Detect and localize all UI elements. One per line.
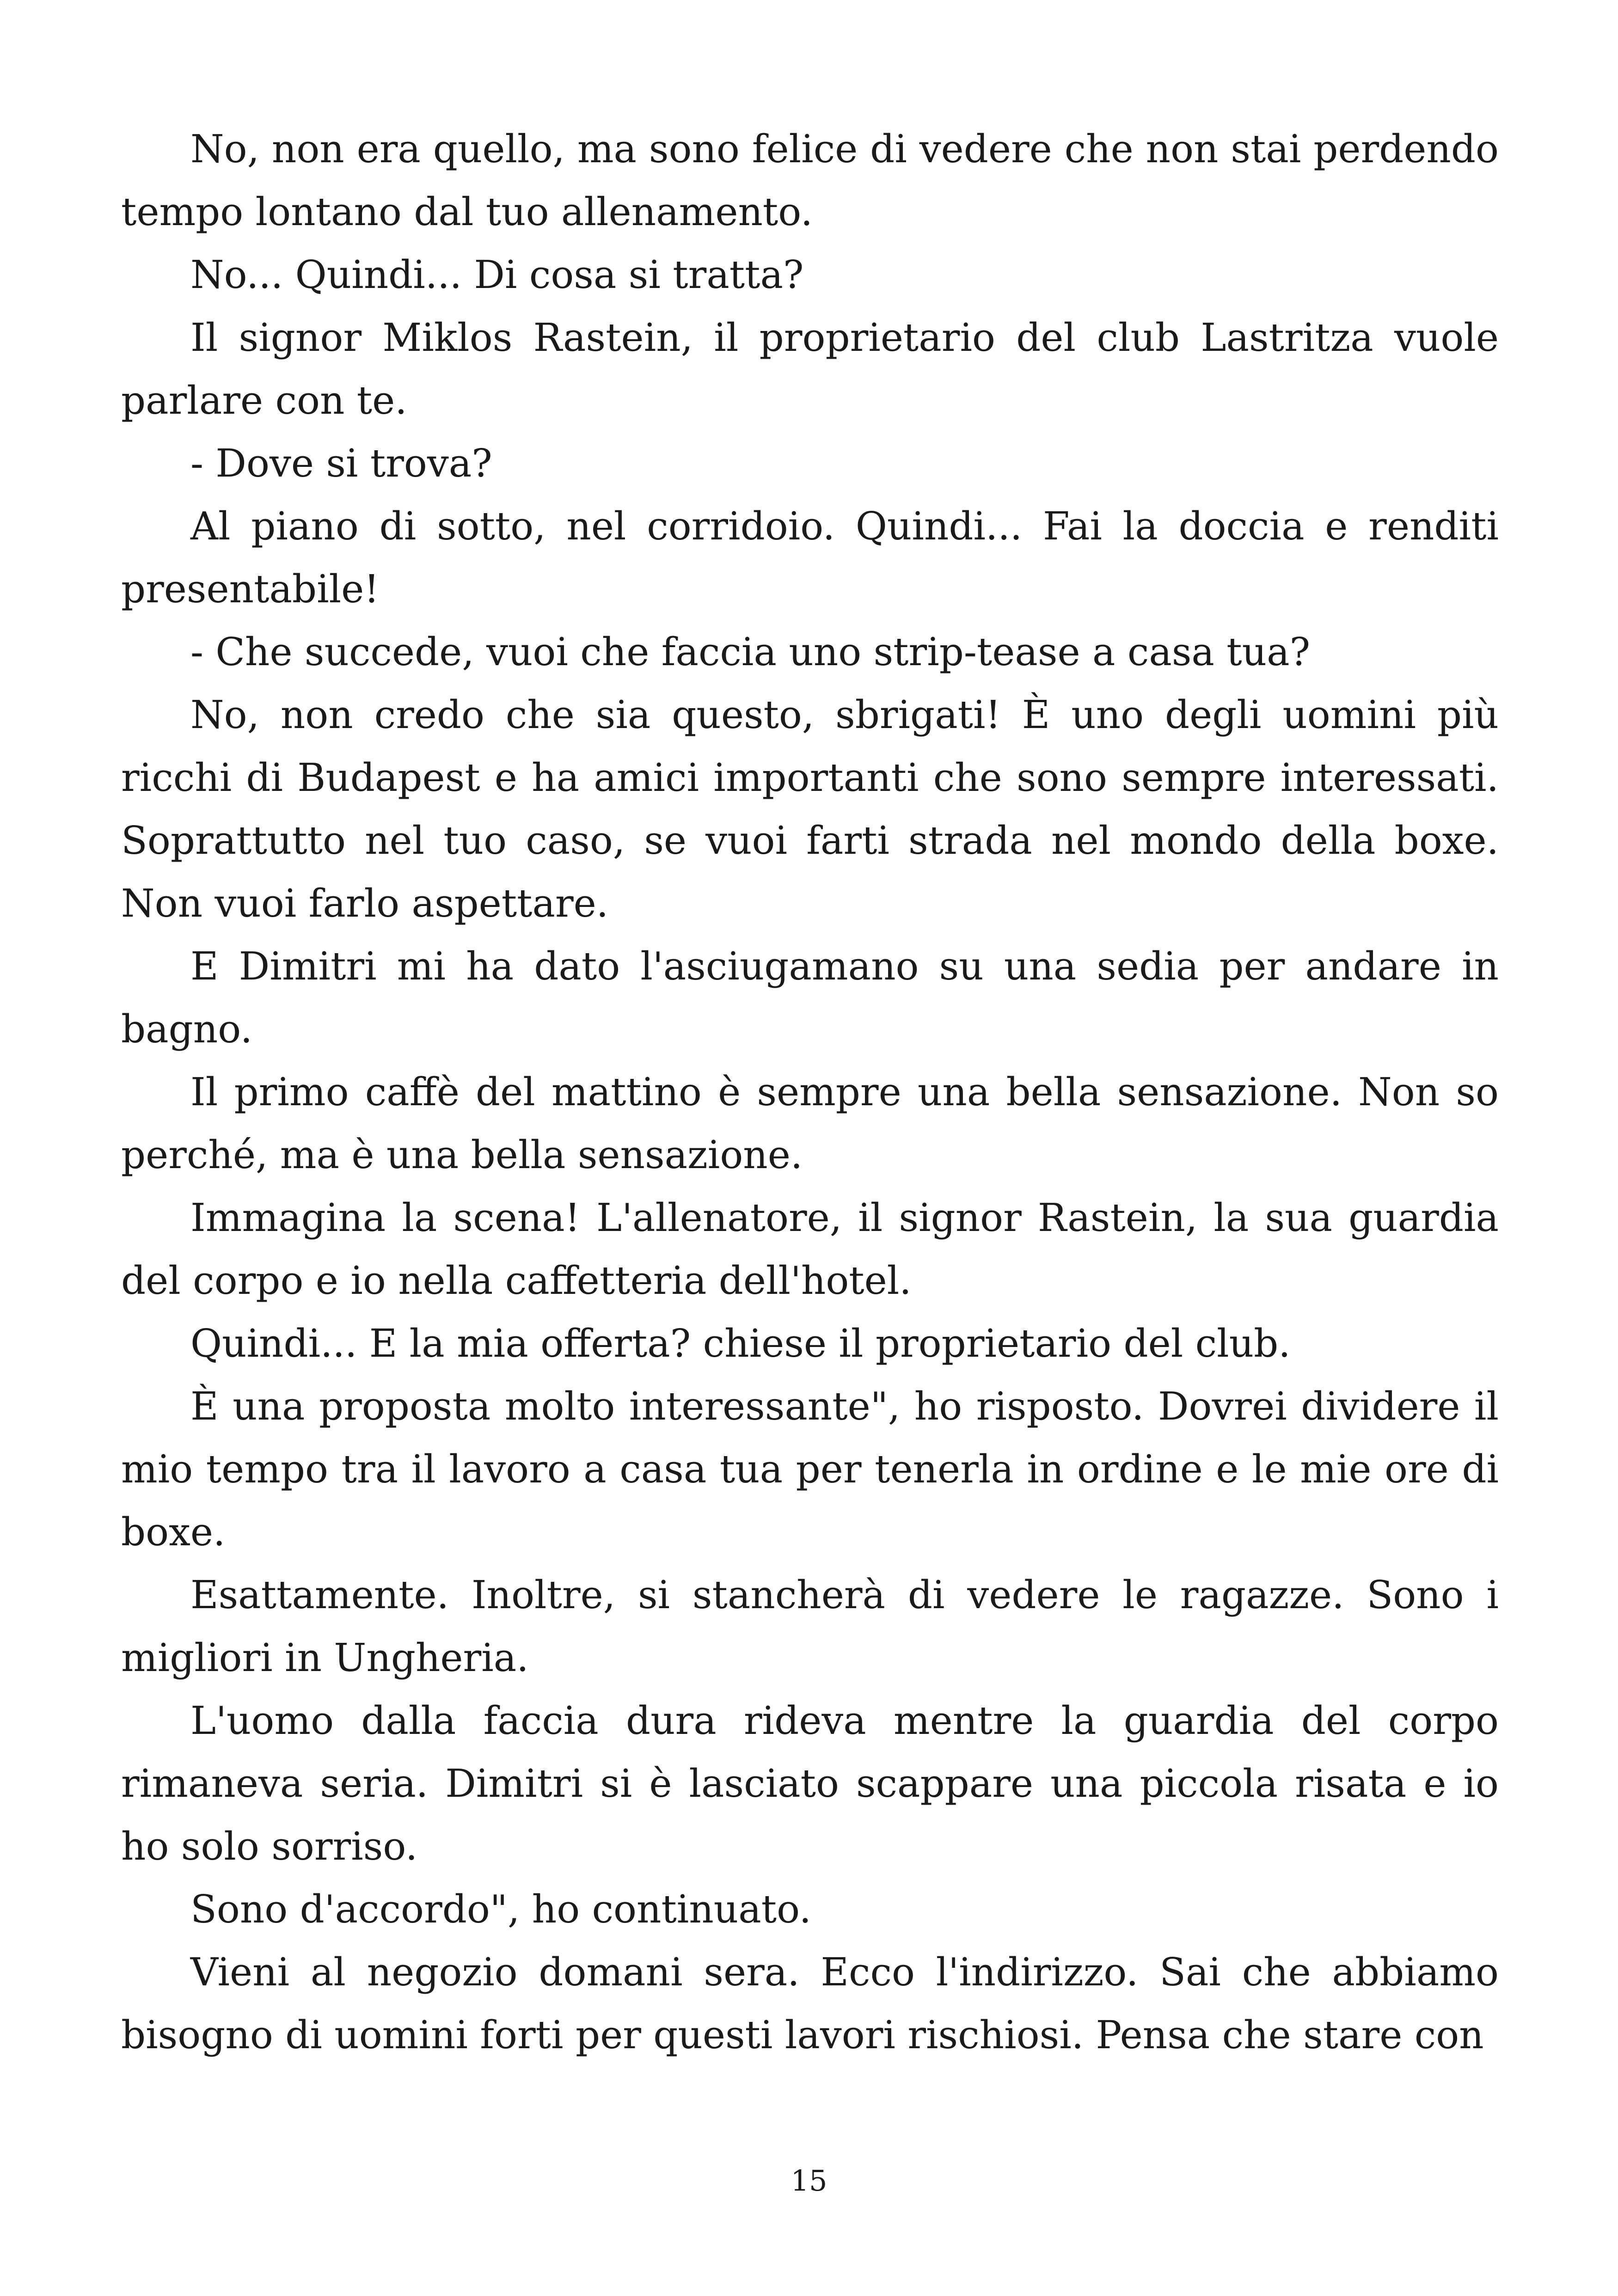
paragraph-3: Il signor Miklos Rastein, il proprietario del club Lastritza vuole parlare con te.	[121, 315, 1499, 423]
paragraph-9: Il primo caffè del mattino è sempre una bella sensazione. Non so perché, ma è una bella sensazione.	[121, 1070, 1499, 1177]
paragraph-14: L'uomo dalla faccia dura rideva mentre la guardia del corpo rimaneva seria. Dimitri si è lasciato scappare una piccola risata e io ho solo sorriso.	[121, 1698, 1499, 1869]
paragraph-2: No... Quindi... Di cosa si tratta?	[190, 252, 804, 297]
paragraph-16: Vieni al negozio domani sera. Ecco l'indirizzo. Sai che abbiamo bisogno di uomini forti per questi lavori rischiosi. Pensa che stare con	[121, 1950, 1499, 2057]
paragraph-7: No, non credo che sia questo, sbrigati! È uno degli uomini più ricchi di Budapest e ha amici importanti che sono sempre interessati. Soprattutto nel tuo caso, se vuoi farti strada nel mondo della boxe. Non vuoi farlo aspettare.	[121, 692, 1499, 926]
paragraph-10: Immagina la scena! L'allenatore, il signor Rastein, la sua guardia del corpo e io nella caffetteria dell'hotel.	[121, 1195, 1499, 1303]
paragraph-1: No, non era quello, ma sono felice di vedere che non stai perdendo tempo lontano dal tuo allenamento.	[121, 127, 1499, 234]
paragraph-8: E Dimitri mi ha dato l'asciugamano su una sedia per andare in bagno.	[121, 944, 1499, 1052]
paragraph-5: Al piano di sotto, nel corridoio. Quindi... Fai la doccia e renditi presentabile!	[121, 504, 1499, 612]
paragraph-4: - Dove si trova?	[190, 441, 492, 486]
page-number: 15	[791, 2164, 827, 2198]
paragraph-12: È una proposta molto interessante", ho risposto. Dovrei dividere il mio tempo tra il lavoro a casa tua per tenerla in ordine e le mie ore di boxe.	[121, 1384, 1499, 1555]
body-text	[121, 118, 1499, 2067]
paragraph-11: Quindi... E la mia offerta? chiese il proprietario del club.	[190, 1321, 1291, 1366]
paragraph-6: - Che succede, vuoi che faccia uno strip-tease a casa tua?	[190, 630, 1311, 674]
paragraph-13: Esattamente. Inoltre, si stancherà di vedere le ragazze. Sono i migliori in Ungheria.	[121, 1573, 1499, 1680]
paragraph-15: Sono d'accordo", ho continuato.	[190, 1887, 811, 1932]
